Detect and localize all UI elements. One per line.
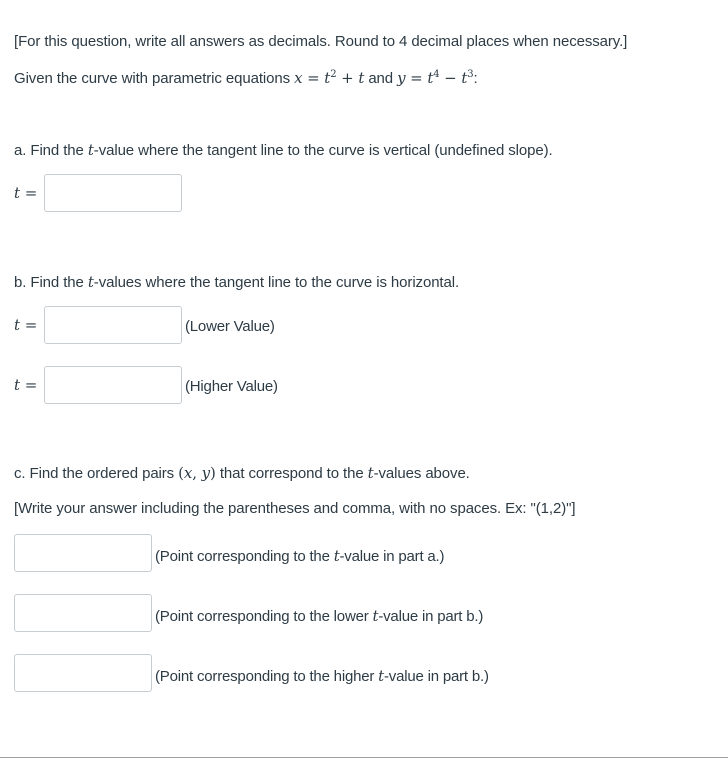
- t-var: t: [372, 607, 379, 625]
- t-var: t: [461, 69, 468, 87]
- hint-prefix: (Point corresponding to the: [155, 548, 334, 565]
- part-b-question: [14, 272, 459, 293]
- part-c-question: [14, 463, 470, 484]
- hint-suffix: -value in part a.): [339, 548, 445, 565]
- instruction-text: [For this question, write all answers as decimals. Round to 4 decimal places when necessary.]: [14, 33, 628, 50]
- hint-suffix: -value in part b.): [378, 608, 484, 625]
- higher-value-hint: (Higher Value): [185, 378, 278, 395]
- plus-sign: +: [336, 69, 359, 87]
- and-text: and: [364, 70, 398, 87]
- part-b-higher-t-input[interactable]: [44, 366, 182, 404]
- part-a-t-input[interactable]: [44, 174, 182, 212]
- question-prefix: b. Find the: [14, 274, 88, 291]
- part-b-higher-t-label: [14, 375, 37, 395]
- part-a-question: [14, 140, 553, 161]
- x-var: x: [294, 69, 303, 87]
- t-var: t: [333, 547, 340, 565]
- part-c-point-lower-input[interactable]: [14, 594, 152, 632]
- t-var: t: [14, 316, 21, 334]
- exponent: 4: [433, 69, 440, 80]
- bottom-divider: [0, 757, 728, 758]
- part-a-t-label: [14, 183, 37, 203]
- t-var: t: [324, 69, 331, 87]
- question-prefix: c. Find the ordered pairs: [14, 465, 179, 482]
- colon: :: [473, 70, 478, 87]
- question-mid: that correspond to the: [215, 465, 368, 482]
- hint-suffix: -value in part b.): [383, 668, 489, 685]
- t-var: t: [87, 141, 94, 159]
- question-suffix: -values where the tangent line to the curve is horizontal.: [93, 274, 460, 291]
- t-var: t: [14, 376, 21, 394]
- equals-sign: =: [405, 69, 428, 87]
- given-equations: [14, 68, 478, 89]
- question-suffix: -values above.: [373, 465, 470, 482]
- y-var: y: [397, 69, 406, 87]
- point-a-hint: [155, 546, 444, 567]
- comma: ,: [192, 464, 202, 482]
- part-c-instruction: [Write your answer including the parentheses and comma, with no spaces. Ex: "(1,2)"]: [14, 500, 576, 517]
- equals-sign: =: [302, 69, 325, 87]
- exponent: 3: [467, 69, 474, 80]
- t-var: t: [378, 667, 384, 685]
- part-b-lower-t-input[interactable]: [44, 306, 182, 344]
- t-var: t: [427, 69, 434, 87]
- question-prefix: a. Find the: [14, 142, 88, 159]
- hint-prefix: (Point corresponding to the lower: [155, 608, 373, 625]
- y-var: y: [201, 464, 211, 482]
- part-b-lower-t-label: [14, 315, 37, 335]
- given-prefix: Given the curve with parametric equations: [14, 70, 295, 87]
- equals-sign: =: [20, 184, 38, 202]
- equals-sign: =: [20, 376, 38, 394]
- part-c-point-a-input[interactable]: [14, 534, 152, 572]
- t-var: t: [14, 184, 21, 202]
- t-var: t: [87, 273, 94, 291]
- hint-prefix: (Point corresponding to the higher: [155, 668, 379, 685]
- point-higher-hint: [155, 666, 489, 687]
- exponent: 2: [330, 69, 337, 80]
- part-c-point-higher-input[interactable]: [14, 654, 152, 692]
- equals-sign: =: [20, 316, 38, 334]
- lower-value-hint: (Lower Value): [185, 318, 275, 335]
- question-suffix: -value where the tangent line to the curve is vertical (undefined slope).: [93, 142, 553, 159]
- t-var: t: [367, 464, 374, 482]
- point-lower-hint: [155, 606, 483, 627]
- minus-sign: −: [439, 69, 462, 87]
- paren-close: ): [210, 464, 216, 482]
- t-var: t: [358, 69, 365, 87]
- paren-open: (: [178, 464, 184, 482]
- x-var: x: [183, 464, 193, 482]
